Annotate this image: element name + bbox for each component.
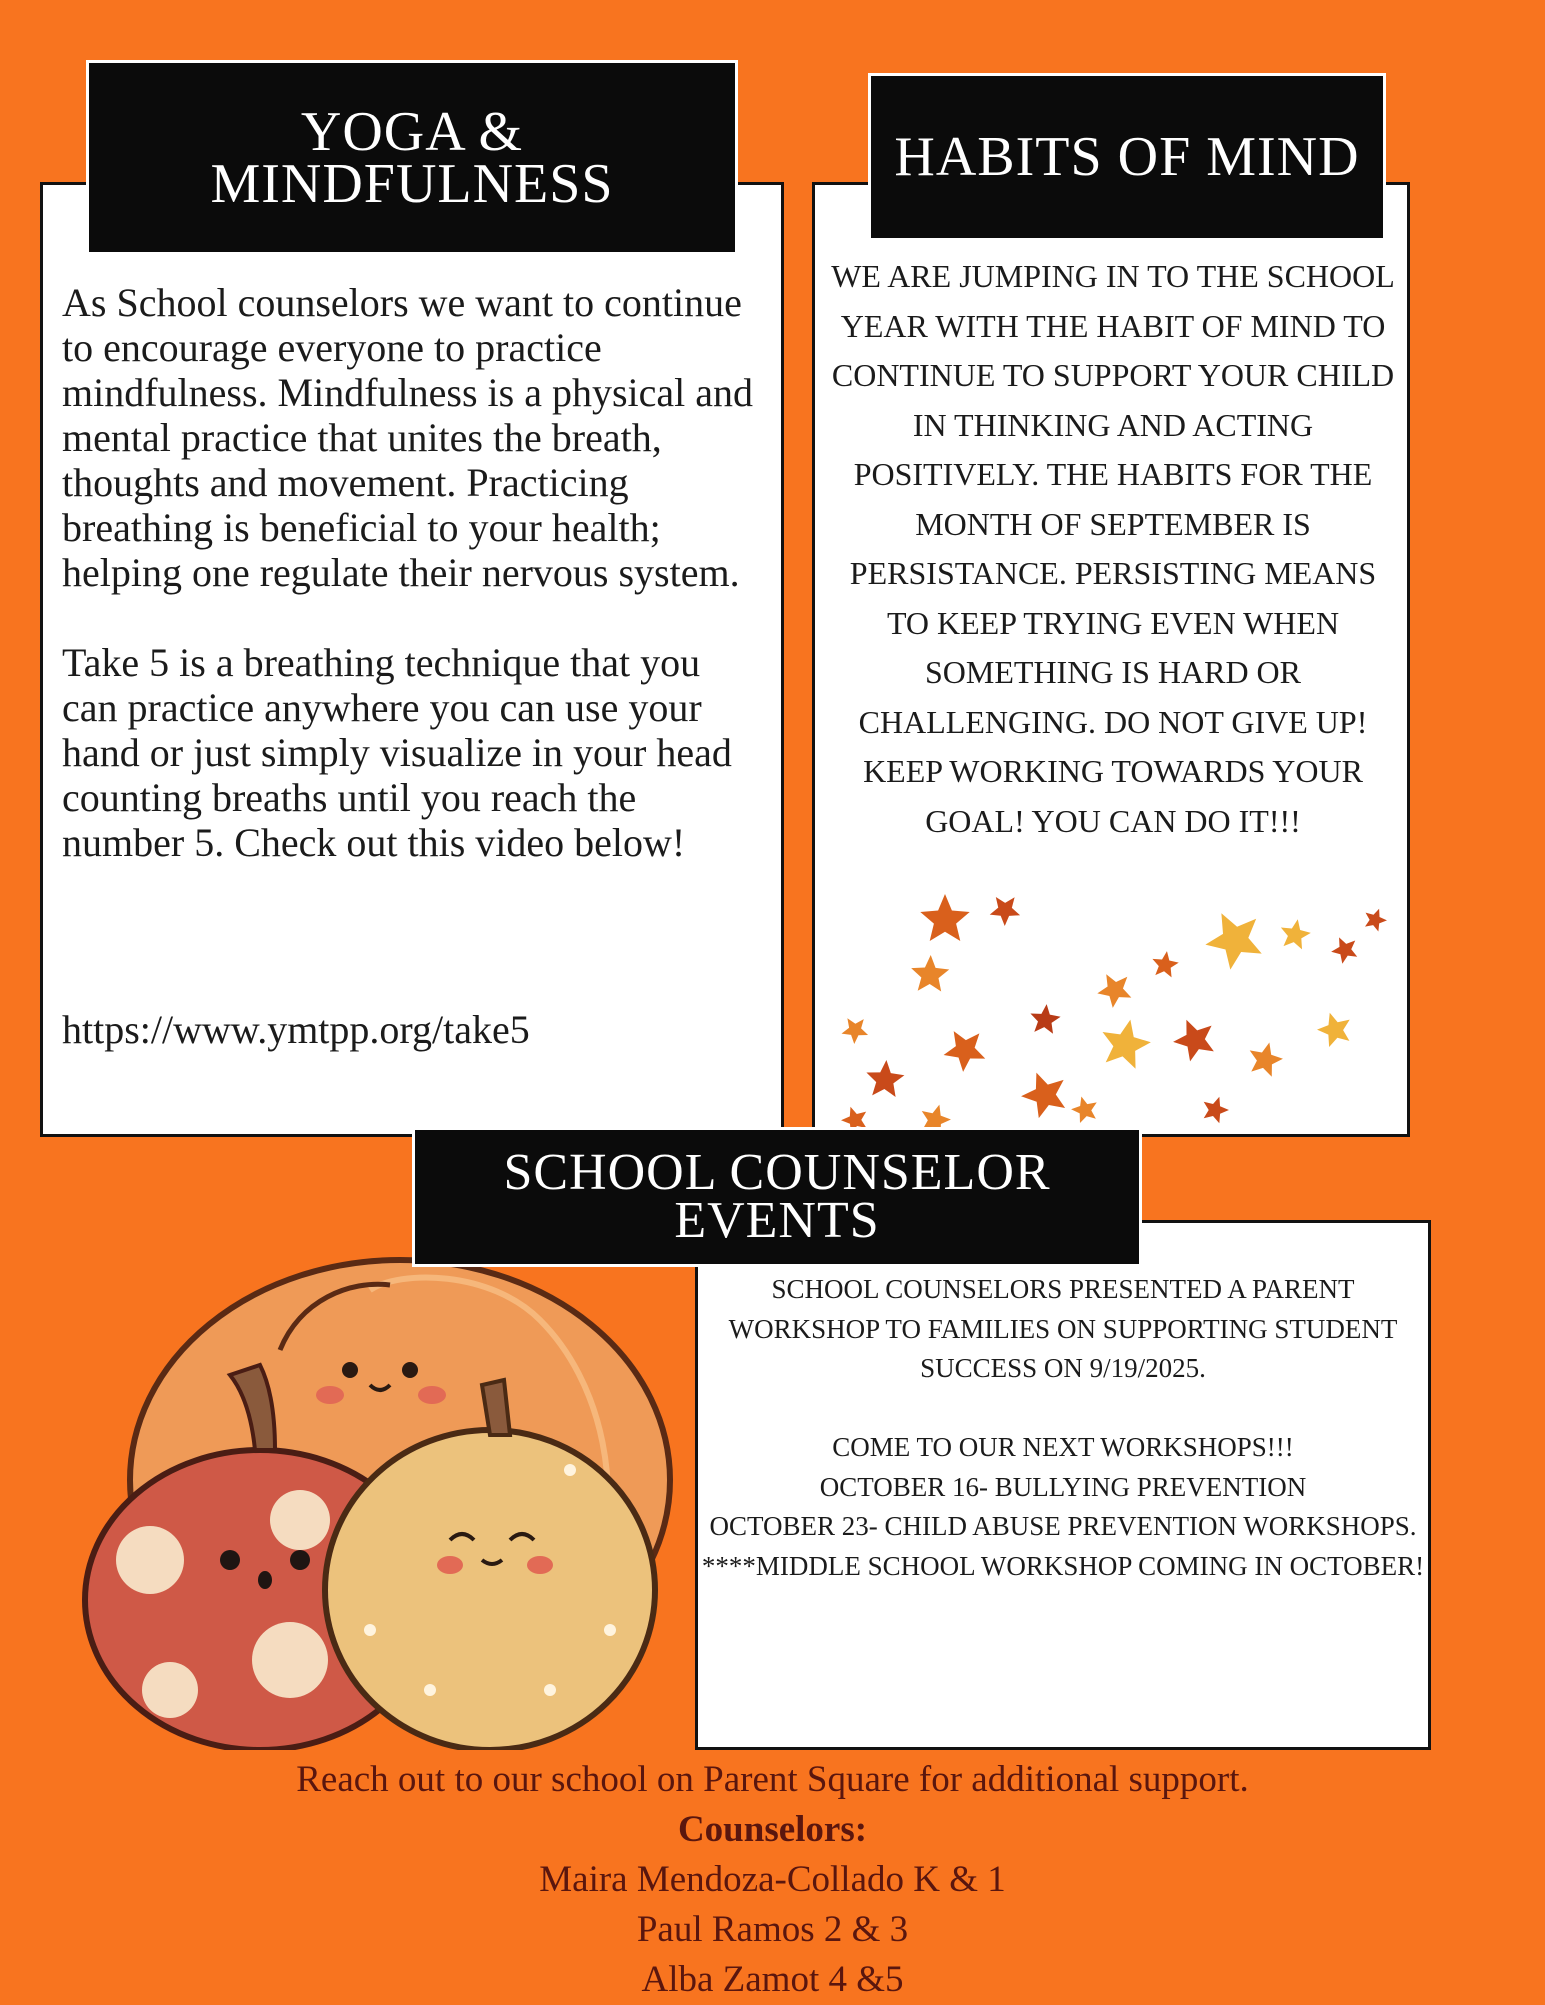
- take5-link[interactable]: https://www.ymtpp.org/take5: [62, 1007, 530, 1052]
- counselor-name: Alba Zamot 4 &5: [641, 1959, 904, 2000]
- maple-leaf-icon: [1147, 947, 1181, 982]
- counselors-heading: Counselors:: [677, 1809, 868, 1850]
- maple-leaf-icon: [860, 1056, 911, 1107]
- events-line: OCTOBER 16- BULLYING PREVENTION: [819, 1471, 1307, 1502]
- counselor-name: Maira Mendoza-Collado K & 1: [539, 1859, 1006, 1900]
- maple-leaf-icon: [1017, 1070, 1072, 1124]
- yoga-paragraph-1: As School counselors we want to continue to encourage everyone to practice mindfulness. Mindfulness is a physical and mental practice that unites the breath, thoughts and movement. Practicing breathing is beneficial to your health; helping one regulate their nervous system.: [62, 280, 754, 595]
- maple-leaf-icon: [1102, 1018, 1154, 1072]
- maple-leaf-icon: [942, 1030, 987, 1073]
- autumn-leaves-image: [815, 880, 1407, 1135]
- maple-leaf-icon: [920, 894, 969, 941]
- footer: [0, 1755, 1545, 2005]
- maple-leaf-icon: [909, 951, 954, 998]
- habits-title: HABITS OF MIND: [868, 73, 1386, 241]
- maple-leaf-icon: [1361, 905, 1390, 933]
- maple-leaf-icon: [1244, 1040, 1288, 1083]
- maple-leaf-icon: [1169, 1013, 1225, 1069]
- maple-leaf-icon: [985, 888, 1027, 929]
- maple-leaf-icon: [1196, 1091, 1232, 1127]
- events-line: OCTOBER 23- CHILD ABUSE PREVENTION WORKSHOPS.: [709, 1511, 1417, 1541]
- maple-leaf-icon: [1328, 931, 1365, 968]
- yoga-paragraph-2: Take 5 is a breathing technique that you can practice anywhere you can use your hand or just simply visualize in your head counting breaths until you reach the number 5. Check out this video below!: [62, 640, 732, 865]
- maple-leaf-icon: [1023, 1000, 1065, 1042]
- footer-support-line: Reach out to our school on Parent Square for additional support.: [296, 1759, 1249, 1800]
- counselor-name: Paul Ramos 2 & 3: [636, 1909, 909, 1950]
- events-title: SCHOOL COUNSELOR EVENTS: [412, 1127, 1142, 1267]
- events-paragraph-1: SCHOOL COUNSELORS PRESENTED A PARENT WORKSHOP TO FAMILIES ON SUPPORTING STUDENT SUCCESS ON 9/19/2025.: [728, 1274, 1398, 1383]
- events-line: COME TO OUR NEXT WORKSHOPS!!!: [832, 1432, 1294, 1462]
- pumpkins-illustration: [70, 1230, 690, 1750]
- maple-leaf-icon: [1094, 970, 1133, 1010]
- events-line: ****MIDDLE SCHOOL WORKSHOP COMING IN OCTOBER!: [701, 1550, 1425, 1581]
- maple-leaf-icon: [1313, 1008, 1355, 1049]
- yoga-text: [62, 280, 762, 910]
- habits-text: WE ARE JUMPING IN TO THE SCHOOL YEAR WITH THE HABIT OF MIND TO CONTINUE TO SUPPORT YOUR CHILD IN THINKING AND ACTING POSITIVELY. THE HABITS FOR THE MONTH OF SEPTEMBER IS PERSISTANCE. PERSISTING MEANS TO KEEP TRYING EVEN WHEN SOMETHING IS HARD OR CHALLENGING. DO NOT GIVE UP! KEEP WORKING TOWARDS YOUR GOAL! YOU CAN DO IT!!!: [831, 258, 1395, 839]
- maple-leaf-icon: [1196, 900, 1271, 974]
- maple-leaf-icon: [840, 1014, 873, 1048]
- yoga-title: YOGA & MINDFULNESS: [86, 60, 738, 255]
- maple-leaf-icon: [1068, 1091, 1104, 1127]
- events-text: [700, 1270, 1426, 1586]
- maple-leaf-icon: [1278, 917, 1313, 951]
